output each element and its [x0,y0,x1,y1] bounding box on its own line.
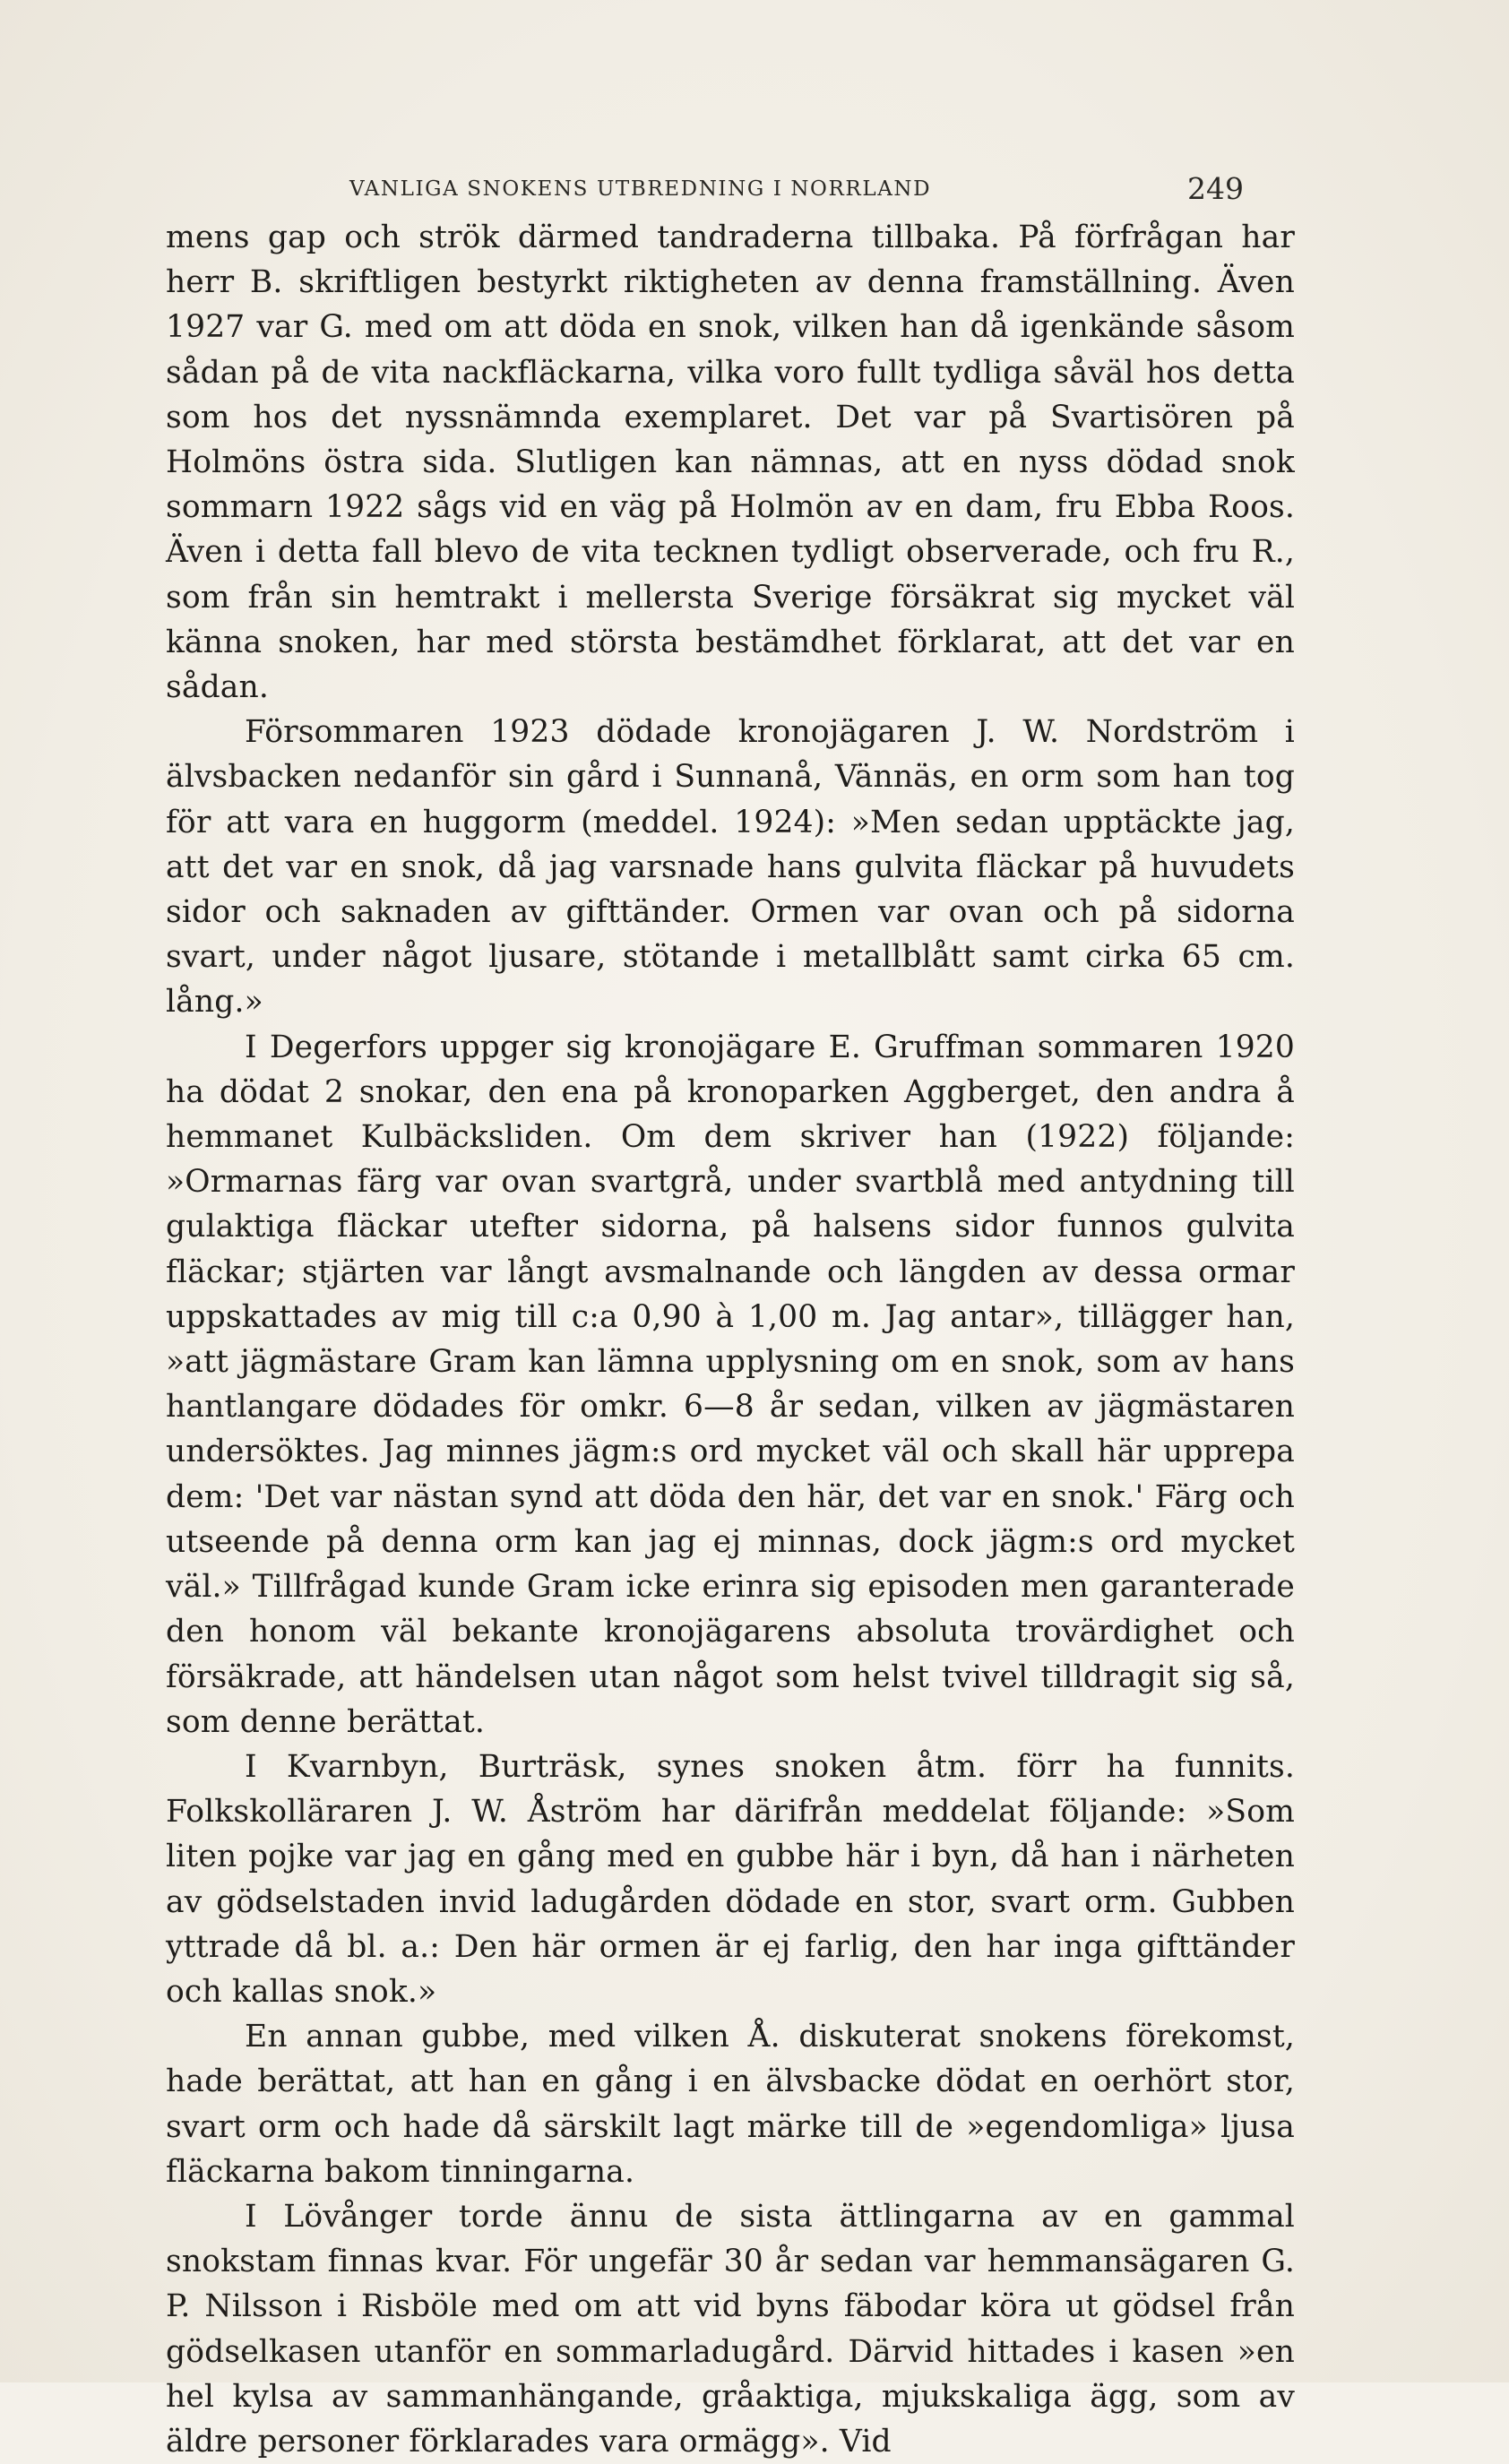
paragraph-1: mens gap och strök därmed tandraderna tillbaka. På förfrågan har herr B. skriftligen bestyrkt riktigheten av denna framställning. Även 1927 var G. med om att döda en snok, vilken han då igenkände såsom sådan på de vita nackfläckarna, vilka voro fullt tydliga såväl hos detta som hos det nyssnämnda exemplaret. Det var på Svartisören på Holmöns östra sida. Slutligen kan nämnas, att en nyss dödad snok sommarn 1922 sågs vid en väg på Holmön av en dam, fru Ebba Roos. Även i detta fall blevo de vita tecknen tydligt observerade, och fru R., som från sin hemtrakt i mellersta Sverige försäkrat sig mycket väl känna snoken, har med största bestämdhet förklarat, att det var en sådan. [166,220,1295,706]
paragraph-6: I Lövånger torde ännu de sista ättlingarna av en gammal snokstam finnas kvar. För ungefär 30 år sedan var hemmansägaren G. P. Nilsson i Risböle med om att vid byns fäbodar köra ut gödsel från gödselkasen utanför en sommarladugård. Därvid hittades i kasen »en hel kylsa av sammanhängande, gråaktiga, mjukskaliga ägg, som av äldre personer förklarades vara ormägg». Vid [166,2198,1295,2460]
paragraph-4: I Kvarnbyn, Burträsk, synes snoken åtm. förr ha funnits. Folkskolläraren J. W. Åström har därifrån meddelat följande: »Som liten pojke var jag en gång med en gubbe här i byn, då han i närheten av gödselstaden invid ladugården dödade en stor, svart orm. Gubben yttrade då bl. a.: Den här ormen är ej farlig, den har inga gifttänder och kallas snok.» [166,1748,1295,2010]
running-head: VANLIGA SNOKENS UTBREDNING I NORRLAND [349,177,932,201]
paragraph-5: En annan gubbe, med vilken Å. diskuterat snokens förekomst, hade berättat, att han en gång i en älvsbacke dödat en oerhört stor, svart orm och hade då särskilt lagt märke till de »egendomliga» ljusa fläckarna bakom tinningarna. [166,2019,1295,2190]
paragraph-3: I Degerfors uppger sig kronojägare E. Gruffman sommaren 1920 ha dödat 2 snokar, den ena på kronoparken Aggberget, den andra å hemmanet Kulbäcksliden. Om dem skriver han (1922) följande: »Ormarnas färg var ovan svartgrå, under svartblå med antydning till gulaktiga fläckar utefter sidorna, på halsens sidor funnos gulvita fläckar; stjärten var långt avsmalnande och längden av dessa ormar uppskattades av mig till c:a 0,90 à 1,00 m. Jag antar», tillägger han, »att jägmästare Gram kan lämna upplysning om en snok, som av hans hantlangare dödades för omkr. 6—8 år sedan, vilken av jägmästaren undersöktes. Jag minnes jägm:s ord mycket väl och skall här upprepa dem: 'Det var nästan synd att döda den här, det var en snok.' Färg och utseende på denna orm kan jag ej minnas, dock jägm:s ord mycket väl.» Tillfrågad kunde Gram icke erinra sig episoden men garanterade den honom väl bekante kronojägarens absoluta trovärdighet och försäkrade, att händelsen utan något som helst tvivel tilldragit sig så, som denne berättat. [166,1029,1295,1740]
page-number: 249 [1187,171,1244,206]
body-text [166,215,1295,2464]
paragraph-2: Försommaren 1923 dödade kronojägaren J. W. Nordström i älvsbacken nedanför sin gård i Sunnanå, Vännäs, en orm som han tog för att vara en huggorm (meddel. 1924): »Men sedan upptäckte jag, att det var en snok, då jag varsnade hans gulvita fläckar på huvudets sidor och saknaden av gifttänder. Ormen var ovan och på sidorna svart, under något ljusare, stötande i metallblått samt cirka 65 cm. lång.» [166,714,1295,1021]
